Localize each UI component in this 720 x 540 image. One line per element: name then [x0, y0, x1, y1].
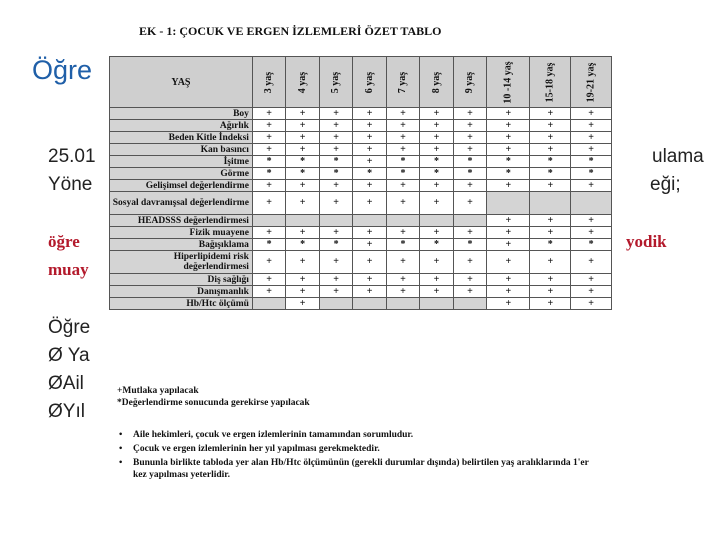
- table-row: [110, 192, 612, 215]
- age-column-label: 15-18 yaş: [544, 62, 556, 102]
- table-cell: +: [252, 251, 285, 274]
- table-cell: *: [386, 239, 419, 251]
- table-cell: +: [353, 274, 386, 286]
- table-cell: +: [252, 286, 285, 298]
- table-cell: *: [286, 168, 319, 180]
- table-cell: +: [353, 156, 386, 168]
- table-cell: +: [530, 298, 571, 310]
- table-row: [110, 180, 612, 192]
- table-cell: +: [353, 108, 386, 120]
- table-cell: +: [353, 227, 386, 239]
- table-cell: +: [453, 192, 486, 215]
- age-column-header: [530, 57, 571, 108]
- table-cell: +: [420, 251, 453, 274]
- table-cell: +: [487, 239, 530, 251]
- table-cell: +: [487, 286, 530, 298]
- table-cell: +: [286, 298, 319, 310]
- table-cell: +: [487, 180, 530, 192]
- table-cell: [530, 192, 571, 215]
- table-cell: *: [420, 239, 453, 251]
- row-label: Danışmanlık: [110, 286, 253, 298]
- table-cell: *: [286, 156, 319, 168]
- table-cell: +: [319, 251, 352, 274]
- table-cell: +: [286, 251, 319, 274]
- table-cell: [453, 298, 486, 310]
- table-row: [110, 120, 612, 132]
- table-cell: *: [487, 156, 530, 168]
- table-row: [110, 168, 612, 180]
- table-cell: *: [453, 239, 486, 251]
- slide-text-line: Öğre: [48, 317, 91, 338]
- table-cell: +: [453, 132, 486, 144]
- table-cell: +: [453, 251, 486, 274]
- table-cell: +: [252, 108, 285, 120]
- table-row: [110, 144, 612, 156]
- age-column-header: [386, 57, 419, 108]
- slide-text-fragment-red: yodik: [626, 232, 667, 251]
- table-cell: [386, 215, 419, 227]
- table-cell: +: [252, 120, 285, 132]
- table-cell: +: [252, 274, 285, 286]
- legend: [117, 385, 310, 409]
- table-cell: *: [420, 168, 453, 180]
- row-label: HEADSSS değerlendirmesi: [110, 215, 253, 227]
- table-cell: +: [571, 215, 612, 227]
- row-label: Beden Kitle İndeksi: [110, 132, 253, 144]
- note-text: Aile hekimleri, çocuk ve ergen izlemlerinin tamamından sorumludur.: [133, 430, 414, 440]
- table-cell: +: [571, 144, 612, 156]
- table-row: [110, 132, 612, 144]
- slide-text-line: 25.01: [48, 146, 96, 167]
- table-cell: +: [530, 274, 571, 286]
- table-cell: *: [487, 168, 530, 180]
- row-label: Hb/Htc ölçümü: [110, 298, 253, 310]
- table-cell: +: [353, 180, 386, 192]
- table-cell: *: [530, 239, 571, 251]
- table-cell: +: [530, 144, 571, 156]
- table-cell: *: [252, 156, 285, 168]
- table-cell: +: [487, 132, 530, 144]
- table-cell: +: [453, 180, 486, 192]
- table-cell: +: [319, 192, 352, 215]
- table-cell: +: [386, 144, 419, 156]
- table-row: [110, 215, 612, 227]
- table-cell: +: [487, 227, 530, 239]
- table-cell: +: [420, 274, 453, 286]
- age-column-label: 8 yaş: [431, 71, 442, 93]
- table-cell: +: [453, 120, 486, 132]
- table-cell: +: [286, 227, 319, 239]
- table-cell: *: [319, 239, 352, 251]
- table-cell: *: [420, 156, 453, 168]
- table-cell: +: [252, 144, 285, 156]
- note-item: [119, 457, 599, 481]
- table-cell: +: [571, 132, 612, 144]
- table-cell: +: [487, 108, 530, 120]
- row-label: İşitme: [110, 156, 253, 168]
- table-cell: [420, 215, 453, 227]
- row-label: Fizik muayene: [110, 227, 253, 239]
- note-item: [119, 429, 599, 441]
- table-cell: +: [386, 192, 419, 215]
- age-column-header: [453, 57, 486, 108]
- table-cell: +: [571, 274, 612, 286]
- table-cell: +: [353, 144, 386, 156]
- table-row: [110, 286, 612, 298]
- table-cell: [420, 298, 453, 310]
- table-cell: +: [571, 180, 612, 192]
- table-cell: +: [530, 180, 571, 192]
- table-cell: +: [530, 286, 571, 298]
- table-cell: +: [571, 298, 612, 310]
- table-cell: +: [319, 274, 352, 286]
- table-cell: *: [252, 239, 285, 251]
- table-cell: *: [530, 156, 571, 168]
- table-cell: +: [319, 132, 352, 144]
- table-row: [110, 227, 612, 239]
- table-cell: [571, 192, 612, 215]
- table-cell: +: [286, 120, 319, 132]
- table-cell: +: [487, 298, 530, 310]
- table-cell: +: [319, 120, 352, 132]
- bullet: •: [119, 458, 123, 468]
- table-cell: +: [386, 286, 419, 298]
- table-cell: *: [252, 168, 285, 180]
- table-cell: +: [453, 108, 486, 120]
- row-label: Gelişimsel değerlendirme: [110, 180, 253, 192]
- table-row: [110, 251, 612, 274]
- table-cell: *: [386, 156, 419, 168]
- table-cell: +: [353, 120, 386, 132]
- table-cell: +: [386, 180, 419, 192]
- table-cell: [453, 215, 486, 227]
- table-cell: +: [386, 132, 419, 144]
- table-cell: +: [453, 227, 486, 239]
- age-column-label: 4 yaş: [297, 71, 309, 93]
- table-cell: +: [420, 132, 453, 144]
- table-cell: *: [530, 168, 571, 180]
- table-cell: *: [453, 156, 486, 168]
- table-cell: [487, 192, 530, 215]
- age-column-label: 19-21 yaş: [585, 62, 597, 102]
- table-cell: +: [319, 180, 352, 192]
- summary-table-image: [109, 9, 621, 499]
- table-cell: +: [319, 227, 352, 239]
- table-cell: *: [571, 156, 612, 168]
- table-row: [110, 239, 612, 251]
- table-row: [110, 108, 612, 120]
- table-cell: +: [453, 144, 486, 156]
- table-cell: +: [386, 120, 419, 132]
- table-cell: [319, 215, 352, 227]
- table-cell: *: [319, 156, 352, 168]
- table-cell: +: [319, 286, 352, 298]
- table-cell: +: [353, 192, 386, 215]
- table-cell: +: [286, 108, 319, 120]
- table-cell: +: [386, 108, 419, 120]
- table-cell: +: [487, 120, 530, 132]
- row-label: Bağışıklama: [110, 239, 253, 251]
- table-cell: +: [453, 286, 486, 298]
- age-column-header: [286, 57, 319, 108]
- table-header-row: [110, 57, 612, 108]
- table-cell: +: [530, 120, 571, 132]
- age-column-header: [420, 57, 453, 108]
- table-cell: [252, 298, 285, 310]
- document-title: EK - 1: ÇOCUK VE ERGEN İZLEMLERİ ÖZET TABLO: [139, 24, 442, 38]
- table-cell: +: [353, 239, 386, 251]
- table-cell: +: [420, 227, 453, 239]
- row-label: Ağırlık: [110, 120, 253, 132]
- age-column-header: [252, 57, 285, 108]
- table-cell: [252, 215, 285, 227]
- table-cell: +: [386, 251, 419, 274]
- table-cell: +: [487, 274, 530, 286]
- note-item: [119, 443, 599, 455]
- table-cell: +: [571, 251, 612, 274]
- row-label: Kan basıncı: [110, 144, 253, 156]
- table-cell: +: [487, 144, 530, 156]
- table-cell: +: [487, 215, 530, 227]
- table-cell: *: [571, 239, 612, 251]
- table-cell: +: [286, 180, 319, 192]
- legend-if-needed: *Değerlendirme sonucunda gerekirse yapılacak: [117, 398, 310, 408]
- notes-list: [119, 429, 599, 483]
- age-column-label: 7 yaş: [397, 71, 409, 93]
- table-cell: +: [353, 251, 386, 274]
- table-cell: *: [319, 168, 352, 180]
- age-column-header: [319, 57, 352, 108]
- slide-text-fragment: ulama: [652, 146, 704, 167]
- note-text: Bununla birlikte tabloda yer alan Hb/Htc ölçümünün (gerekli durumlar dışında) belirtilen yaş aralıklarında 1'er kez yapılması yeterlidir.: [133, 458, 589, 480]
- slide-text-line: Yöne: [48, 174, 93, 195]
- table-row: [110, 298, 612, 310]
- age-column-label: 3 yaş: [263, 71, 275, 93]
- table-row: [110, 156, 612, 168]
- table-cell: +: [420, 180, 453, 192]
- table-cell: +: [571, 286, 612, 298]
- slide-text-line-red: muay: [48, 260, 89, 279]
- table-cell: +: [286, 274, 319, 286]
- age-column-label: 5 yaş: [330, 71, 342, 93]
- table-cell: +: [286, 132, 319, 144]
- table-cell: +: [530, 215, 571, 227]
- table-cell: +: [530, 251, 571, 274]
- row-label: Görme: [110, 168, 253, 180]
- table-cell: +: [353, 286, 386, 298]
- table-cell: *: [286, 239, 319, 251]
- note-text: Çocuk ve ergen izlemlerinin her yıl yapılması gerekmektedir.: [133, 444, 380, 454]
- table-cell: +: [420, 120, 453, 132]
- row-label: Diş sağlığı: [110, 274, 253, 286]
- table-cell: +: [487, 251, 530, 274]
- slide-bullet-line: ØAil: [48, 373, 84, 394]
- age-column-header: [487, 57, 530, 108]
- age-column-label: 9 yaş: [464, 71, 476, 93]
- age-column-label: 10 -14 yaş: [502, 60, 514, 104]
- age-column-header: [353, 57, 386, 108]
- table-cell: +: [386, 274, 419, 286]
- slide-text-line-red: öğre: [48, 232, 80, 251]
- table-cell: +: [252, 192, 285, 215]
- table-cell: +: [353, 132, 386, 144]
- table-cell: +: [571, 108, 612, 120]
- table-cell: [353, 298, 386, 310]
- row-label: Boy: [110, 108, 253, 120]
- table-cell: +: [286, 192, 319, 215]
- table-cell: +: [252, 132, 285, 144]
- slide-text-fragment: eği;: [650, 174, 681, 195]
- slide-bullet-line: Ø Ya: [48, 345, 90, 366]
- table-cell: +: [420, 286, 453, 298]
- table-row: [110, 274, 612, 286]
- legend-mandatory: +Mutlaka yapılacak: [117, 386, 199, 396]
- table-cell: +: [319, 108, 352, 120]
- table-cell: +: [571, 227, 612, 239]
- table-cell: *: [386, 168, 419, 180]
- table-cell: +: [453, 274, 486, 286]
- slide-bullet-line: ØYıl: [48, 401, 85, 422]
- table-cell: +: [420, 192, 453, 215]
- table-cell: +: [319, 144, 352, 156]
- slide-title: Öğre: [32, 55, 93, 85]
- table-cell: +: [286, 286, 319, 298]
- table-cell: +: [420, 144, 453, 156]
- summary-table: [109, 56, 612, 310]
- table-cell: +: [530, 132, 571, 144]
- table-cell: *: [453, 168, 486, 180]
- table-cell: [386, 298, 419, 310]
- table-cell: [319, 298, 352, 310]
- table-cell: +: [571, 120, 612, 132]
- table-cell: +: [420, 108, 453, 120]
- table-cell: [286, 215, 319, 227]
- table-cell: +: [286, 144, 319, 156]
- table-cell: [353, 215, 386, 227]
- row-label: Hiperlipidemi risk değerlendirmesi: [110, 251, 253, 274]
- table-cell: +: [386, 227, 419, 239]
- table-cell: +: [530, 227, 571, 239]
- table-cell: +: [252, 227, 285, 239]
- table-cell: +: [252, 180, 285, 192]
- age-header-label: YAŞ: [110, 57, 253, 108]
- bullet: •: [119, 430, 123, 440]
- table-cell: *: [571, 168, 612, 180]
- table-body: [110, 108, 612, 310]
- summary-table-wrap: [109, 56, 612, 310]
- table-cell: *: [353, 168, 386, 180]
- table-cell: +: [530, 108, 571, 120]
- age-column-label: 6 yaş: [364, 71, 376, 93]
- bullet: •: [119, 444, 123, 454]
- age-column-header: [571, 57, 612, 108]
- row-label: Sosyal davranışsal değerlendirme: [110, 192, 253, 215]
